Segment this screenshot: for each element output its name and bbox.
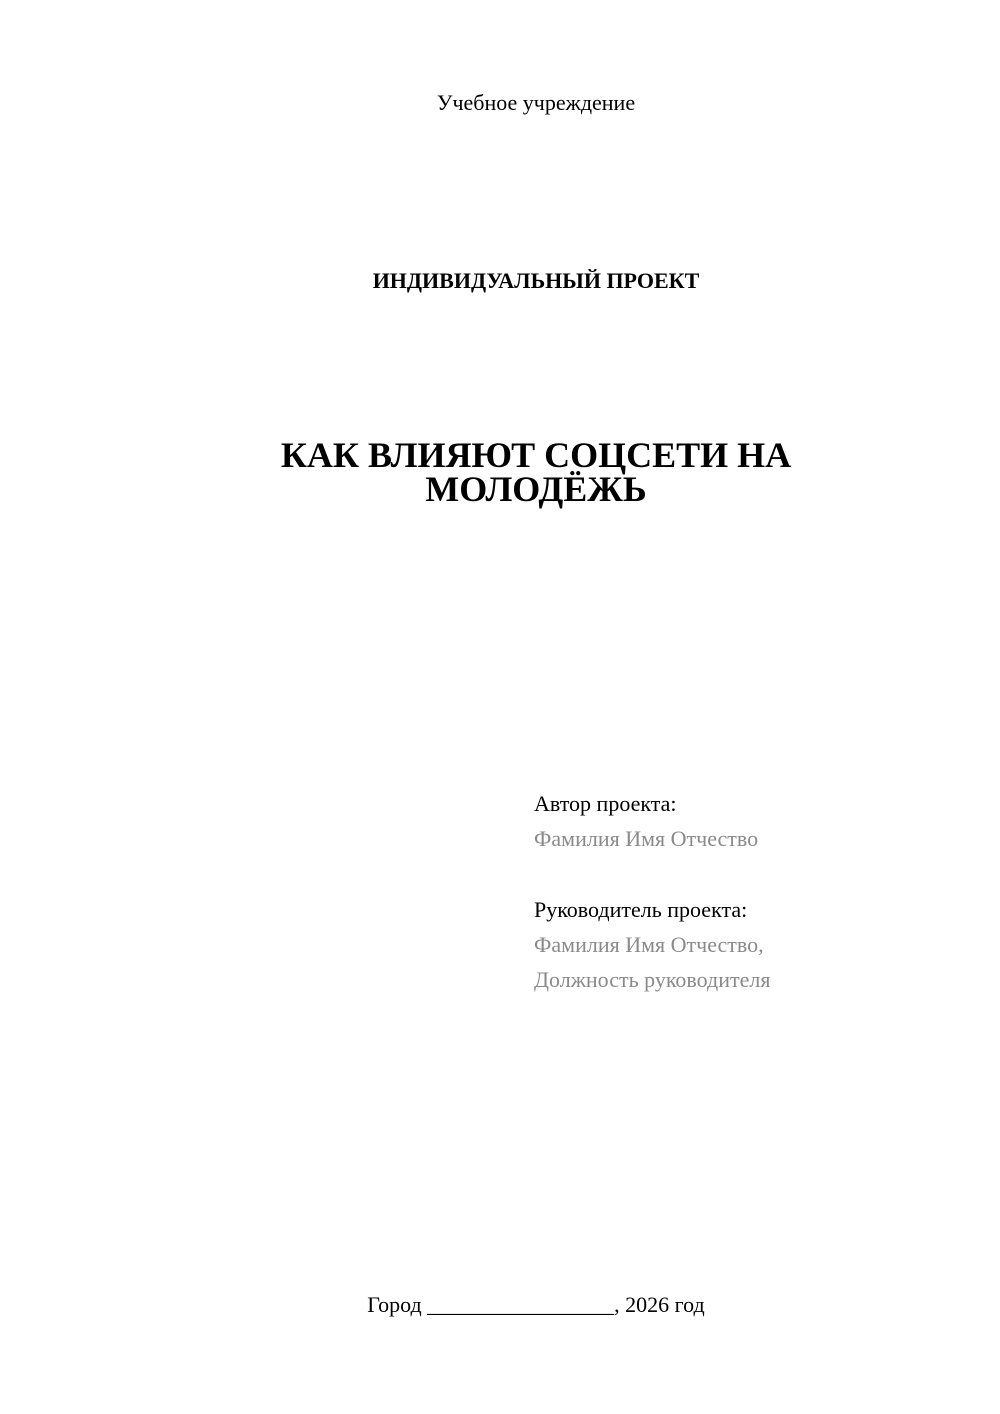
author-name: Фамилия Имя Отчество: [534, 826, 759, 851]
document-type: ИНДИВИДУАЛЬНЫЙ ПРОЕКТ: [372, 268, 700, 293]
author-label: Автор проекта:: [534, 791, 677, 816]
city-year-line: Город _________________, 2026 год: [367, 1292, 705, 1317]
supervisor-name: Фамилия Имя Отчество,: [534, 932, 764, 957]
project-title: [0, 435, 1000, 509]
project-title-line-2: МОЛОДЁЖЬ: [425, 469, 647, 509]
supervisor-position: Должность руководителя: [534, 967, 771, 992]
supervisor-label: Руководитель проекта:: [534, 897, 748, 922]
project-meta: [534, 786, 974, 997]
institution-name: Учебное учреждение: [436, 90, 636, 115]
project-title-line-1: КАК ВЛИЯЮТ СОЦСЕТИ НА: [280, 435, 792, 475]
